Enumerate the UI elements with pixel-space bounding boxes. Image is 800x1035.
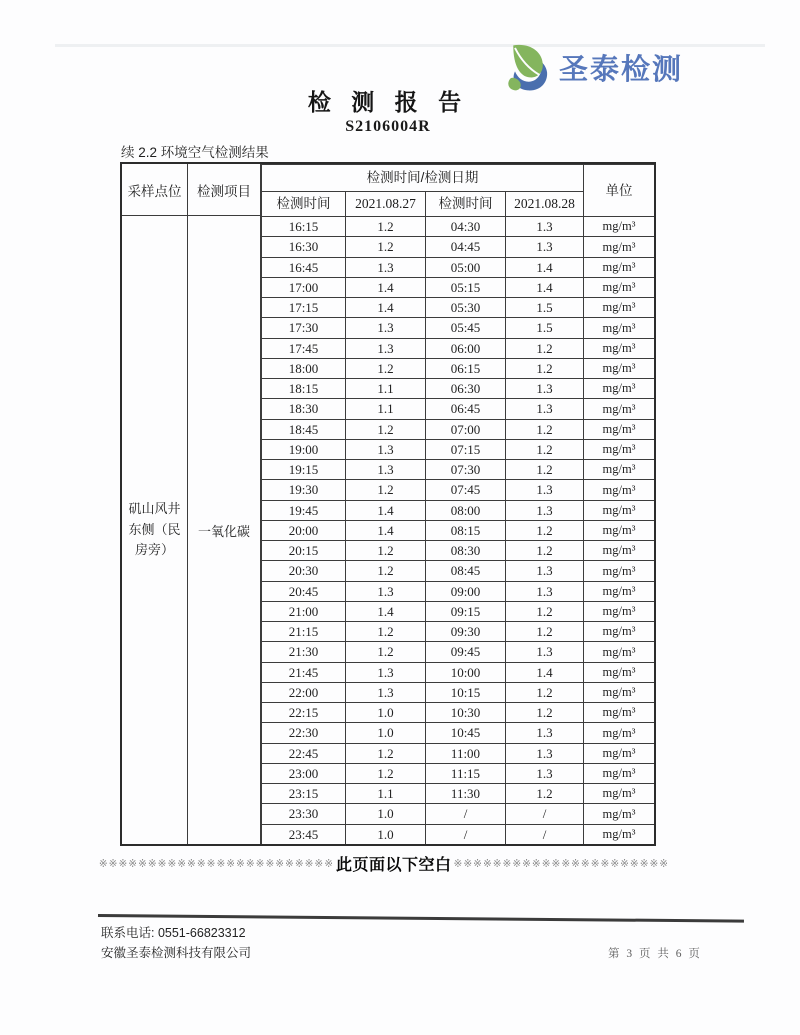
- time-cell-day1: 16:45: [262, 257, 346, 277]
- table-row: [262, 784, 655, 804]
- time-cell-day1: 22:30: [262, 723, 346, 743]
- time-cell-day2: 11:15: [426, 763, 506, 783]
- table-header-row-group: [262, 165, 655, 192]
- logo-text: 圣泰检测: [559, 53, 684, 86]
- unit-cell: mg/m³: [584, 338, 655, 358]
- time-cell-day1: 22:00: [262, 682, 346, 702]
- column-header-time-2: 检测时间: [426, 192, 506, 217]
- value-cell-day2: 1.3: [506, 743, 584, 763]
- value-cell-day2: 1.2: [506, 439, 584, 459]
- unit-cell: mg/m³: [584, 682, 655, 702]
- measurement-table: [261, 164, 655, 845]
- time-cell-day1: 19:15: [262, 460, 346, 480]
- time-cell-day2: 08:00: [426, 500, 506, 520]
- table-row: [262, 703, 655, 723]
- page-indicator: 第 3 页 共 6 页: [608, 948, 702, 960]
- table-row: [262, 763, 655, 783]
- table-row: [262, 460, 655, 480]
- unit-cell: mg/m³: [584, 460, 655, 480]
- value-cell-day1: 1.2: [346, 541, 426, 561]
- time-cell-day2: 09:45: [426, 642, 506, 662]
- table-row: [262, 500, 655, 520]
- value-cell-day2: 1.2: [506, 682, 584, 702]
- value-cell-day1: 1.3: [346, 662, 426, 682]
- time-cell-day2: 07:30: [426, 460, 506, 480]
- value-cell-day1: 1.2: [346, 743, 426, 763]
- table-row: [262, 439, 655, 459]
- time-cell-day1: 17:15: [262, 298, 346, 318]
- time-cell-day2: 06:00: [426, 338, 506, 358]
- value-cell-day2: 1.4: [506, 257, 584, 277]
- value-cell-day2: 1.2: [506, 622, 584, 642]
- column-header-date-2: 2021.08.28: [506, 192, 584, 217]
- unit-cell: mg/m³: [584, 784, 655, 804]
- value-cell-day2: 1.2: [506, 601, 584, 621]
- report-number: S2106004R: [345, 118, 431, 135]
- time-cell-day1: 23:30: [262, 804, 346, 824]
- time-cell-day1: 22:45: [262, 743, 346, 763]
- table-row: [262, 257, 655, 277]
- time-cell-day2: 04:30: [426, 217, 506, 237]
- unit-cell: mg/m³: [584, 804, 655, 824]
- unit-cell: mg/m³: [584, 743, 655, 763]
- time-cell-day2: 06:45: [426, 399, 506, 419]
- value-cell-day1: 1.4: [346, 298, 426, 318]
- table-row: [262, 277, 655, 297]
- value-cell-day1: 1.3: [346, 439, 426, 459]
- sampling-point-cell: 矶山风井东侧（民房旁）: [122, 216, 188, 844]
- footer-divider: [98, 914, 744, 922]
- value-cell-day1: 1.3: [346, 338, 426, 358]
- table-row: [262, 642, 655, 662]
- table-row: [262, 581, 655, 601]
- value-cell-day1: 1.2: [346, 763, 426, 783]
- value-cell-day1: 1.3: [346, 257, 426, 277]
- unit-cell: mg/m³: [584, 723, 655, 743]
- value-cell-day1: 1.2: [346, 419, 426, 439]
- value-cell-day2: 1.3: [506, 217, 584, 237]
- item-cell: 一氧化碳: [188, 216, 261, 844]
- time-cell-day1: 21:15: [262, 622, 346, 642]
- blank-below-notice: [84, 852, 684, 875]
- value-cell-day2: /: [506, 804, 584, 824]
- value-cell-day1: 1.4: [346, 520, 426, 540]
- time-cell-day1: 23:00: [262, 763, 346, 783]
- value-cell-day2: 1.5: [506, 298, 584, 318]
- time-cell-day1: 23:45: [262, 824, 346, 844]
- value-cell-day2: 1.2: [506, 358, 584, 378]
- time-cell-day2: 09:00: [426, 581, 506, 601]
- time-cell-day2: 05:00: [426, 257, 506, 277]
- column-header-time-1: 检测时间: [262, 192, 346, 217]
- unit-cell: mg/m³: [584, 622, 655, 642]
- time-cell-day2: /: [426, 824, 506, 844]
- time-cell-day1: 18:45: [262, 419, 346, 439]
- table-row: [262, 824, 655, 844]
- time-cell-day1: 20:15: [262, 541, 346, 561]
- time-cell-day1: 22:15: [262, 703, 346, 723]
- unit-cell: mg/m³: [584, 763, 655, 783]
- time-cell-day1: 19:00: [262, 439, 346, 459]
- time-cell-day1: 21:30: [262, 642, 346, 662]
- table-row: [262, 622, 655, 642]
- time-cell-day1: 21:00: [262, 601, 346, 621]
- value-cell-day2: 1.3: [506, 399, 584, 419]
- time-cell-day1: 23:15: [262, 784, 346, 804]
- value-cell-day1: 1.2: [346, 237, 426, 257]
- column-header-time-date-group: 检测时间/检测日期: [262, 165, 584, 192]
- value-cell-day2: 1.2: [506, 460, 584, 480]
- time-cell-day2: 08:15: [426, 520, 506, 540]
- unit-cell: mg/m³: [584, 318, 655, 338]
- time-cell-day1: 17:00: [262, 277, 346, 297]
- table-row: [262, 682, 655, 702]
- value-cell-day1: 1.2: [346, 561, 426, 581]
- column-header-unit: 单位: [584, 165, 655, 217]
- time-cell-day2: 06:15: [426, 358, 506, 378]
- contact-phone: 联系电话: 0551-66823312: [101, 926, 246, 940]
- value-cell-day1: 1.0: [346, 824, 426, 844]
- unit-cell: mg/m³: [584, 561, 655, 581]
- value-cell-day1: 1.4: [346, 277, 426, 297]
- table-row: [262, 520, 655, 540]
- value-cell-day2: 1.2: [506, 784, 584, 804]
- value-cell-day2: 1.2: [506, 520, 584, 540]
- time-cell-day2: 10:45: [426, 723, 506, 743]
- unit-cell: mg/m³: [584, 237, 655, 257]
- time-cell-day2: 11:30: [426, 784, 506, 804]
- reference-marks-left: ※※※※※※※※※※※※※※※※※※※※※※※※: [98, 857, 335, 870]
- value-cell-day2: 1.2: [506, 419, 584, 439]
- column-header-sampling-point: 采样点位: [122, 164, 188, 216]
- time-cell-day2: 07:45: [426, 480, 506, 500]
- value-cell-day1: 1.0: [346, 703, 426, 723]
- time-cell-day2: 05:45: [426, 318, 506, 338]
- time-cell-day1: 16:15: [262, 217, 346, 237]
- table-row: [262, 237, 655, 257]
- results-table: [120, 162, 656, 846]
- time-cell-day1: 17:30: [262, 318, 346, 338]
- time-cell-day2: 07:15: [426, 439, 506, 459]
- value-cell-day2: 1.3: [506, 561, 584, 581]
- table-row: [262, 601, 655, 621]
- table-row: [262, 804, 655, 824]
- time-cell-day2: 04:45: [426, 237, 506, 257]
- report-title: 检 测 报 告: [307, 89, 469, 115]
- table-row: [262, 723, 655, 743]
- time-cell-day2: 07:00: [426, 419, 506, 439]
- unit-cell: mg/m³: [584, 419, 655, 439]
- value-cell-day2: 1.2: [506, 338, 584, 358]
- unit-cell: mg/m³: [584, 703, 655, 723]
- table-row: [262, 358, 655, 378]
- value-cell-day1: 1.2: [346, 622, 426, 642]
- unit-cell: mg/m³: [584, 601, 655, 621]
- value-cell-day2: 1.3: [506, 237, 584, 257]
- time-cell-day1: 19:45: [262, 500, 346, 520]
- unit-cell: mg/m³: [584, 399, 655, 419]
- time-cell-day2: 10:30: [426, 703, 506, 723]
- unit-cell: mg/m³: [584, 480, 655, 500]
- value-cell-day2: 1.3: [506, 723, 584, 743]
- table-row: [262, 399, 655, 419]
- value-cell-day1: 1.2: [346, 642, 426, 662]
- blank-notice-text: 此页面以下空白: [336, 857, 452, 874]
- time-cell-day2: 10:00: [426, 662, 506, 682]
- time-cell-day2: /: [426, 804, 506, 824]
- value-cell-day1: 1.0: [346, 723, 426, 743]
- value-cell-day1: 1.1: [346, 784, 426, 804]
- value-cell-day2: 1.4: [506, 277, 584, 297]
- value-cell-day2: 1.5: [506, 318, 584, 338]
- unit-cell: mg/m³: [584, 358, 655, 378]
- time-cell-day2: 06:30: [426, 379, 506, 399]
- unit-cell: mg/m³: [584, 379, 655, 399]
- unit-cell: mg/m³: [584, 217, 655, 237]
- time-cell-day2: 05:30: [426, 298, 506, 318]
- value-cell-day1: 1.3: [346, 682, 426, 702]
- time-cell-day1: 18:00: [262, 358, 346, 378]
- column-header-date-1: 2021.08.27: [346, 192, 426, 217]
- time-cell-day1: 19:30: [262, 480, 346, 500]
- value-cell-day1: 1.3: [346, 460, 426, 480]
- value-cell-day2: 1.3: [506, 379, 584, 399]
- value-cell-day1: 1.2: [346, 480, 426, 500]
- value-cell-day2: 1.3: [506, 581, 584, 601]
- unit-cell: mg/m³: [584, 520, 655, 540]
- table-head: [262, 165, 655, 217]
- unit-cell: mg/m³: [584, 298, 655, 318]
- table-row: [262, 318, 655, 338]
- time-cell-day1: 17:45: [262, 338, 346, 358]
- section-label: 续 2.2 环境空气检测结果: [121, 145, 269, 160]
- table-row: [262, 419, 655, 439]
- time-cell-day2: 11:00: [426, 743, 506, 763]
- value-cell-day1: 1.4: [346, 500, 426, 520]
- unit-cell: mg/m³: [584, 439, 655, 459]
- value-cell-day1: 1.2: [346, 358, 426, 378]
- time-cell-day2: 05:15: [426, 277, 506, 297]
- unit-cell: mg/m³: [584, 277, 655, 297]
- table-row: [262, 561, 655, 581]
- value-cell-day1: 1.4: [346, 601, 426, 621]
- value-cell-day1: 1.1: [346, 379, 426, 399]
- value-cell-day1: 1.3: [346, 318, 426, 338]
- value-cell-day2: 1.2: [506, 541, 584, 561]
- unit-cell: mg/m³: [584, 581, 655, 601]
- value-cell-day2: 1.3: [506, 763, 584, 783]
- time-cell-day2: 09:30: [426, 622, 506, 642]
- table-row: [262, 541, 655, 561]
- table-row: [262, 662, 655, 682]
- time-cell-day1: 21:45: [262, 662, 346, 682]
- value-cell-day1: 1.2: [346, 217, 426, 237]
- unit-cell: mg/m³: [584, 824, 655, 844]
- time-cell-day2: 08:30: [426, 541, 506, 561]
- company-name: 安徽圣泰检测科技有限公司: [101, 946, 252, 960]
- value-cell-day2: 1.3: [506, 500, 584, 520]
- value-cell-day2: 1.4: [506, 662, 584, 682]
- column-header-item: 检测项目: [188, 164, 261, 216]
- time-cell-day1: 18:15: [262, 379, 346, 399]
- table-body: [262, 217, 655, 845]
- value-cell-day1: 1.3: [346, 581, 426, 601]
- time-cell-day1: 18:30: [262, 399, 346, 419]
- value-cell-day2: 1.3: [506, 480, 584, 500]
- value-cell-day1: 1.0: [346, 804, 426, 824]
- table-row: [262, 338, 655, 358]
- reference-marks-right: ※※※※※※※※※※※※※※※※※※※※※※: [453, 857, 670, 870]
- unit-cell: mg/m³: [584, 500, 655, 520]
- time-cell-day1: 20:30: [262, 561, 346, 581]
- table-row: [262, 298, 655, 318]
- table-row: [262, 217, 655, 237]
- time-cell-day1: 16:30: [262, 237, 346, 257]
- unit-cell: mg/m³: [584, 642, 655, 662]
- time-cell-day2: 08:45: [426, 561, 506, 581]
- value-cell-day2: 1.2: [506, 703, 584, 723]
- value-cell-day2: 1.3: [506, 642, 584, 662]
- unit-cell: mg/m³: [584, 541, 655, 561]
- unit-cell: mg/m³: [584, 662, 655, 682]
- table-row: [262, 743, 655, 763]
- table-row: [262, 480, 655, 500]
- time-cell-day2: 09:15: [426, 601, 506, 621]
- time-cell-day1: 20:45: [262, 581, 346, 601]
- time-cell-day2: 10:15: [426, 682, 506, 702]
- unit-cell: mg/m³: [584, 257, 655, 277]
- table-row: [262, 379, 655, 399]
- value-cell-day2: /: [506, 824, 584, 844]
- time-cell-day1: 20:00: [262, 520, 346, 540]
- value-cell-day1: 1.1: [346, 399, 426, 419]
